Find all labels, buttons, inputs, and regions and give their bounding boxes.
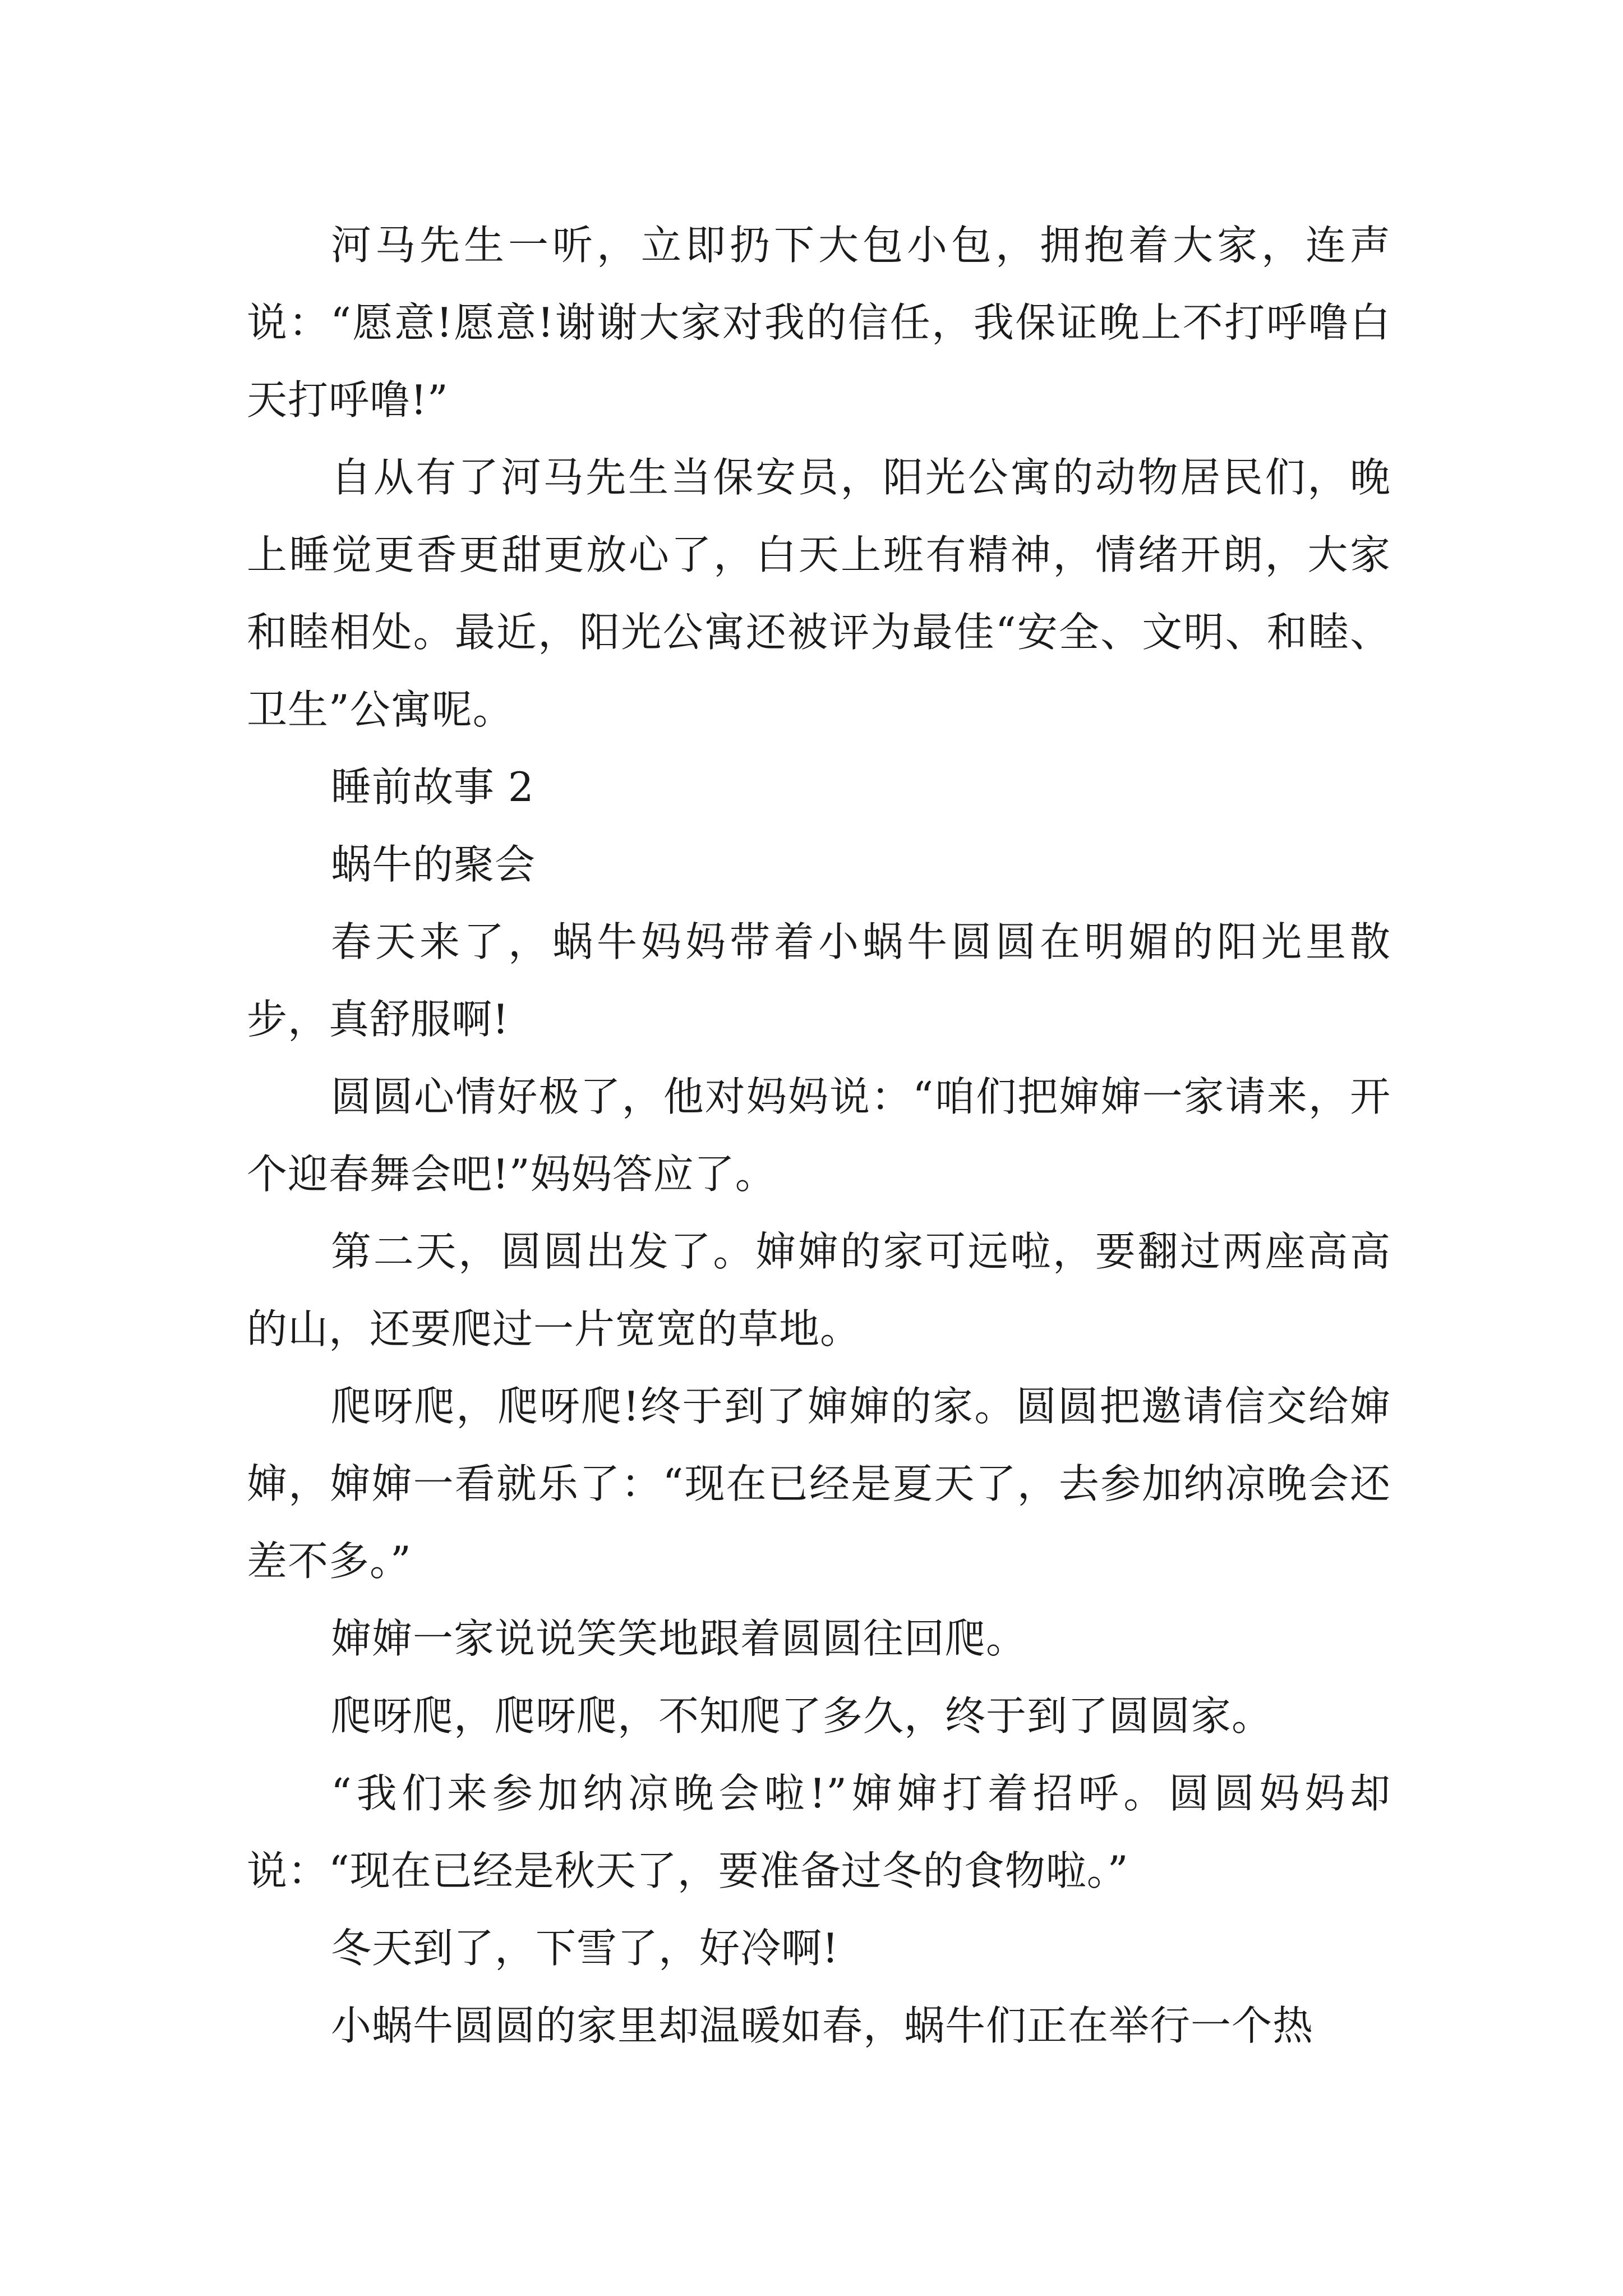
paragraph: 圆圆心情好极了，他对妈妈说：“咱们把婶婶一家请来，开个迎春舞会吧!”妈妈答应了。 (247, 1073, 1391, 1198)
document-body (247, 206, 1391, 2064)
paragraph: “我们来参加纳凉晚会啦!”婶婶打着招呼。圆圆妈妈却说：“现在已经是秋天了，要准备过冬的食物啦。” (247, 1770, 1391, 1894)
paragraph: 春天来了，蜗牛妈妈带着小蜗牛圆圆在明媚的阳光里散步，真舒服啊! (247, 918, 1391, 1043)
paragraph: 小蜗牛圆圆的家里却温暖如春，蜗牛们正在举行一个热 (331, 2002, 1314, 2049)
paragraph: 冬天到了，下雪了，好冷啊! (331, 1925, 839, 1972)
paragraph: 婶婶一家说说笑笑地跟着圆圆往回爬。 (331, 1615, 1027, 1662)
paragraph: 河马先生一听，立即扔下大包小包，拥抱着大家，连声说：“愿意!愿意!谢谢大家对我的信任，我保证晚上不打呼噜白天打呼噜!” (247, 222, 1391, 424)
paragraph: 自从有了河马先生当保安员，阳光公寓的动物居民们，晚上睡觉更香更甜更放心了，白天上班有精神，情绪开朗，大家和睦相处。最近，阳光公寓还被评为最佳“安全、文明、和睦、卫生”公寓呢。 (247, 454, 1391, 733)
section-heading: 睡前故事 2 (331, 763, 534, 811)
paragraph: 第二天，圆圆出发了。婶婶的家可远啦，要翻过两座高高的山，还要爬过一片宽宽的草地。 (247, 1228, 1391, 1352)
paragraph: 爬呀爬，爬呀爬，不知爬了多久，终于到了圆圆家。 (331, 1692, 1273, 1740)
story-title: 蜗牛的聚会 (331, 841, 536, 888)
paragraph: 爬呀爬，爬呀爬!终于到了婶婶的家。圆圆把邀请信交给婶婶，婶婶一看就乐了：“现在已经是夏天了，去参加纳凉晚会还差不多。” (247, 1383, 1391, 1585)
